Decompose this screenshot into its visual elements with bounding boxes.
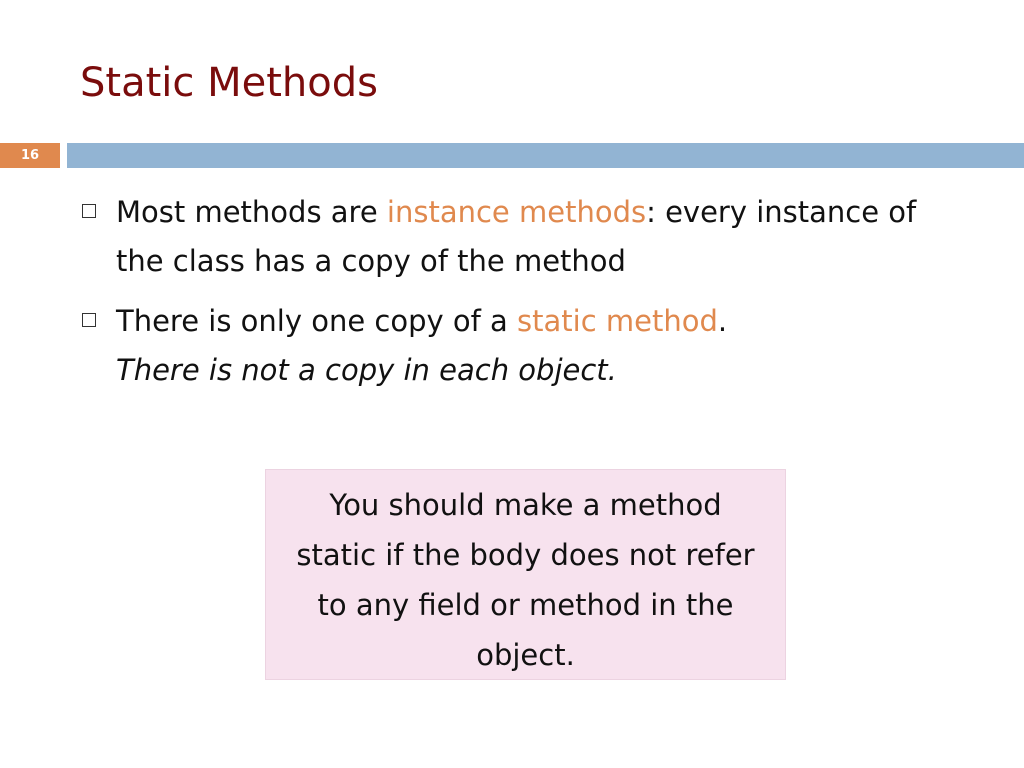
page-number: 16 (0, 143, 60, 168)
bullet-item-instance-methods (82, 188, 962, 286)
square-bullet-icon (82, 313, 96, 327)
bullet-text-before: Most methods are (116, 195, 387, 229)
bullet-text (116, 188, 962, 286)
highlight-instance-methods: instance methods (386, 195, 647, 229)
bullet-item-static-method (82, 297, 962, 395)
callout-box: You should make a method static if the body does not refer to any field or method in the object. (265, 469, 786, 680)
bullet-text-after: . (717, 304, 728, 338)
bullet-text-after: : every instance of the class has a copy of the method (116, 195, 917, 278)
square-bullet-icon (82, 204, 96, 218)
header-bar (67, 143, 1024, 168)
bullet-text-before: There is only one copy of a (116, 304, 518, 338)
bullet-text (116, 297, 962, 395)
slide-title: Static Methods (80, 60, 378, 106)
highlight-static-method: static method (517, 304, 718, 338)
italic-note: There is not a copy in each object. (116, 353, 617, 387)
